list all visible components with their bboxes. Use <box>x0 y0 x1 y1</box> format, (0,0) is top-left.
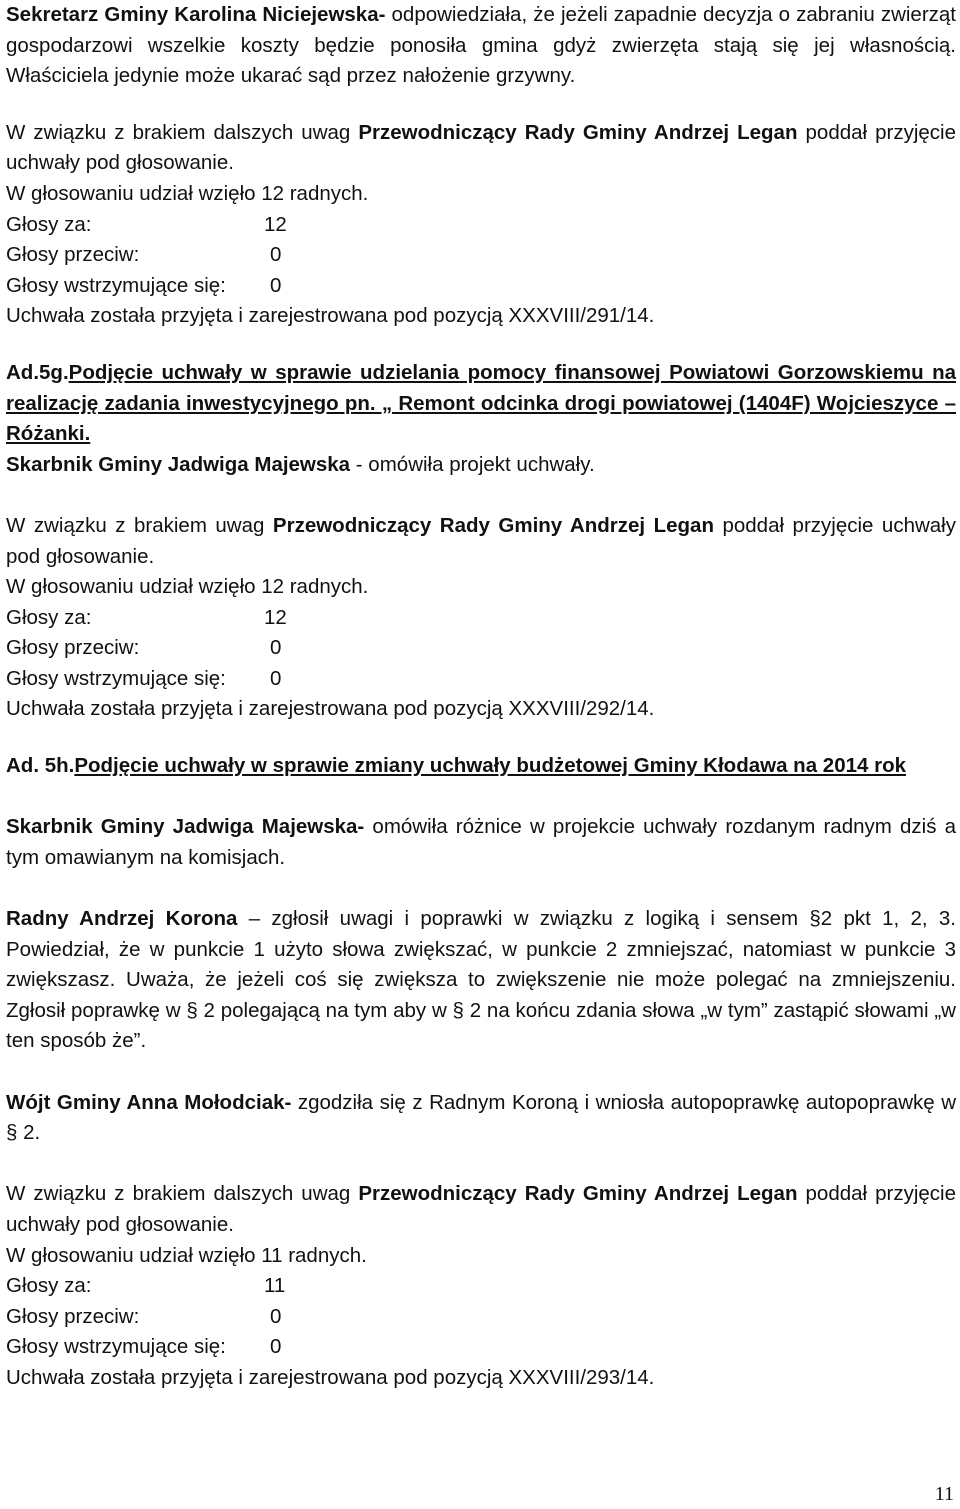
vote-block-3 <box>6 1179 956 1393</box>
agenda-item-5h-heading: Ad. 5h.Podjęcie uchwały w sprawie zmiany uchwały budżetowej Gminy Kłodawa na 2014 rok <box>6 754 906 778</box>
vote-participation: W głosowaniu udział wzięło 12 radnych. <box>6 575 369 599</box>
vote-result: Uchwała została przyjęta i zarejestrowana pod pozycją XXXVIII/293/14. <box>6 1365 655 1389</box>
votes-for: Głosy za: 11 <box>6 1274 286 1298</box>
chair-name: Przewodniczący Rady Gminy Andrzej Legan <box>358 120 798 144</box>
votes-against: Głosy przeciw: 0 <box>6 243 282 267</box>
votes-against: Głosy przeciw: 0 <box>6 636 282 660</box>
votes-against: Głosy przeciw: 0 <box>6 1304 282 1328</box>
speaker-name: Wójt Gminy Anna Mołodciak- <box>6 1090 292 1114</box>
paragraph-text: odpowiedziała, że jeżeli zapadnie decyzja o zabraniu zwierząt gospodarzowi wszelkie koszty będzie ponosiła gmina gdyż zwierzęta stają się jej własnością. Właściciela jedynie może ukarać sąd przez nałożenie grzywny. <box>6 3 956 88</box>
agenda-item-5g-heading: Ad.5g.Podjęcie uchwały w sprawie udzielania pomocy finansowej Powiatowi Gorzowskiemu na realizację zadania inwestycyjnego pn. „ Remont odcinka drogi powiatowej (1404F) Wojcieszyce –Różanki. <box>6 360 956 446</box>
intro-paragraph <box>6 0 956 92</box>
vote-result: Uchwała została przyjęta i zarejestrowana pod pozycją XXXVIII/292/14. <box>6 697 655 721</box>
vote-participation: W głosowaniu udział wzięło 12 radnych. <box>6 181 369 205</box>
vote-intro: W związku z brakiem uwag Przewodniczący Rady Gminy Andrzej Legan poddał przyjęcie uchwały pod głosowanie. <box>6 513 956 568</box>
vote-intro: W związku z brakiem dalszych uwag Przewodniczący Rady Gminy Andrzej Legan poddał przyjęcie uchwały pod głosowanie. <box>6 1182 956 1236</box>
councillor-paragraph: Radny Andrzej Korona – zgłosił uwagi i poprawki w związku z logiką i sensem §2 pkt 1, 2, 3. Powiedział, że w punkcie 1 użyto słowa zwiększać, w punkcie 2 zmniejszać, natomiast w punkcie 3 zwiększasz. Uważa, że jeżeli coś się zwiększa to zwiększenie nie może polegać na zmniejszeniu. Zgłosił poprawkę w § 2 polegającą na tym aby w § 2 na końcu zdania słowa „w tym” zastąpić słowami „w ten sposób że”. <box>6 907 956 1053</box>
vote-result: Uchwała została przyjęta i zarejestrowana pod pozycją XXXVIII/291/14. <box>6 304 655 328</box>
treasurer-paragraph: Skarbnik Gminy Jadwiga Majewska- omówiła różnice w projekcie uchwały rozdanym radnym dziś a tym omawianym na komisjach. <box>6 815 956 869</box>
document-page <box>6 0 956 1394</box>
vote-block-1 <box>6 118 956 332</box>
chair-name: Przewodniczący Rady Gminy Andrzej Legan <box>358 1182 798 1206</box>
chair-name: Przewodniczący Rady Gminy Andrzej Legan <box>272 513 714 537</box>
speaker-name: Radny Andrzej Korona <box>6 907 238 931</box>
mayor-paragraph: Wójt Gminy Anna Mołodciak- zgodziła się z Radnym Koroną i wniosła autopoprawkę autopoprawkę w § 2. <box>6 1090 956 1145</box>
votes-abstain: Głosy wstrzymujące się: 0 <box>6 273 282 297</box>
vote-intro: W związku z brakiem dalszych uwag Przewodniczący Rady Gminy Andrzej Legan poddał przyjęcie uchwały pod głosowanie. <box>6 120 956 175</box>
votes-for: Głosy za: 12 <box>6 605 287 629</box>
vote-block-2 <box>6 511 956 725</box>
speaker-name: Skarbnik Gminy Jadwiga Majewska <box>6 452 351 476</box>
page-number: 11 <box>934 1483 954 1505</box>
speaker-name: Skarbnik Gminy Jadwiga Majewska- <box>6 815 365 839</box>
votes-abstain: Głosy wstrzymujące się: 0 <box>6 1335 282 1359</box>
votes-for: Głosy za: 12 <box>6 212 287 236</box>
presenter-line: Skarbnik Gminy Jadwiga Majewska - omówiła projekt uchwały. <box>6 452 595 476</box>
vote-participation: W głosowaniu udział wzięło 11 radnych. <box>6 1243 367 1267</box>
speaker-name: Sekretarz Gminy Karolina Niciejewska- <box>6 3 386 26</box>
votes-abstain: Głosy wstrzymujące się: 0 <box>6 666 282 690</box>
